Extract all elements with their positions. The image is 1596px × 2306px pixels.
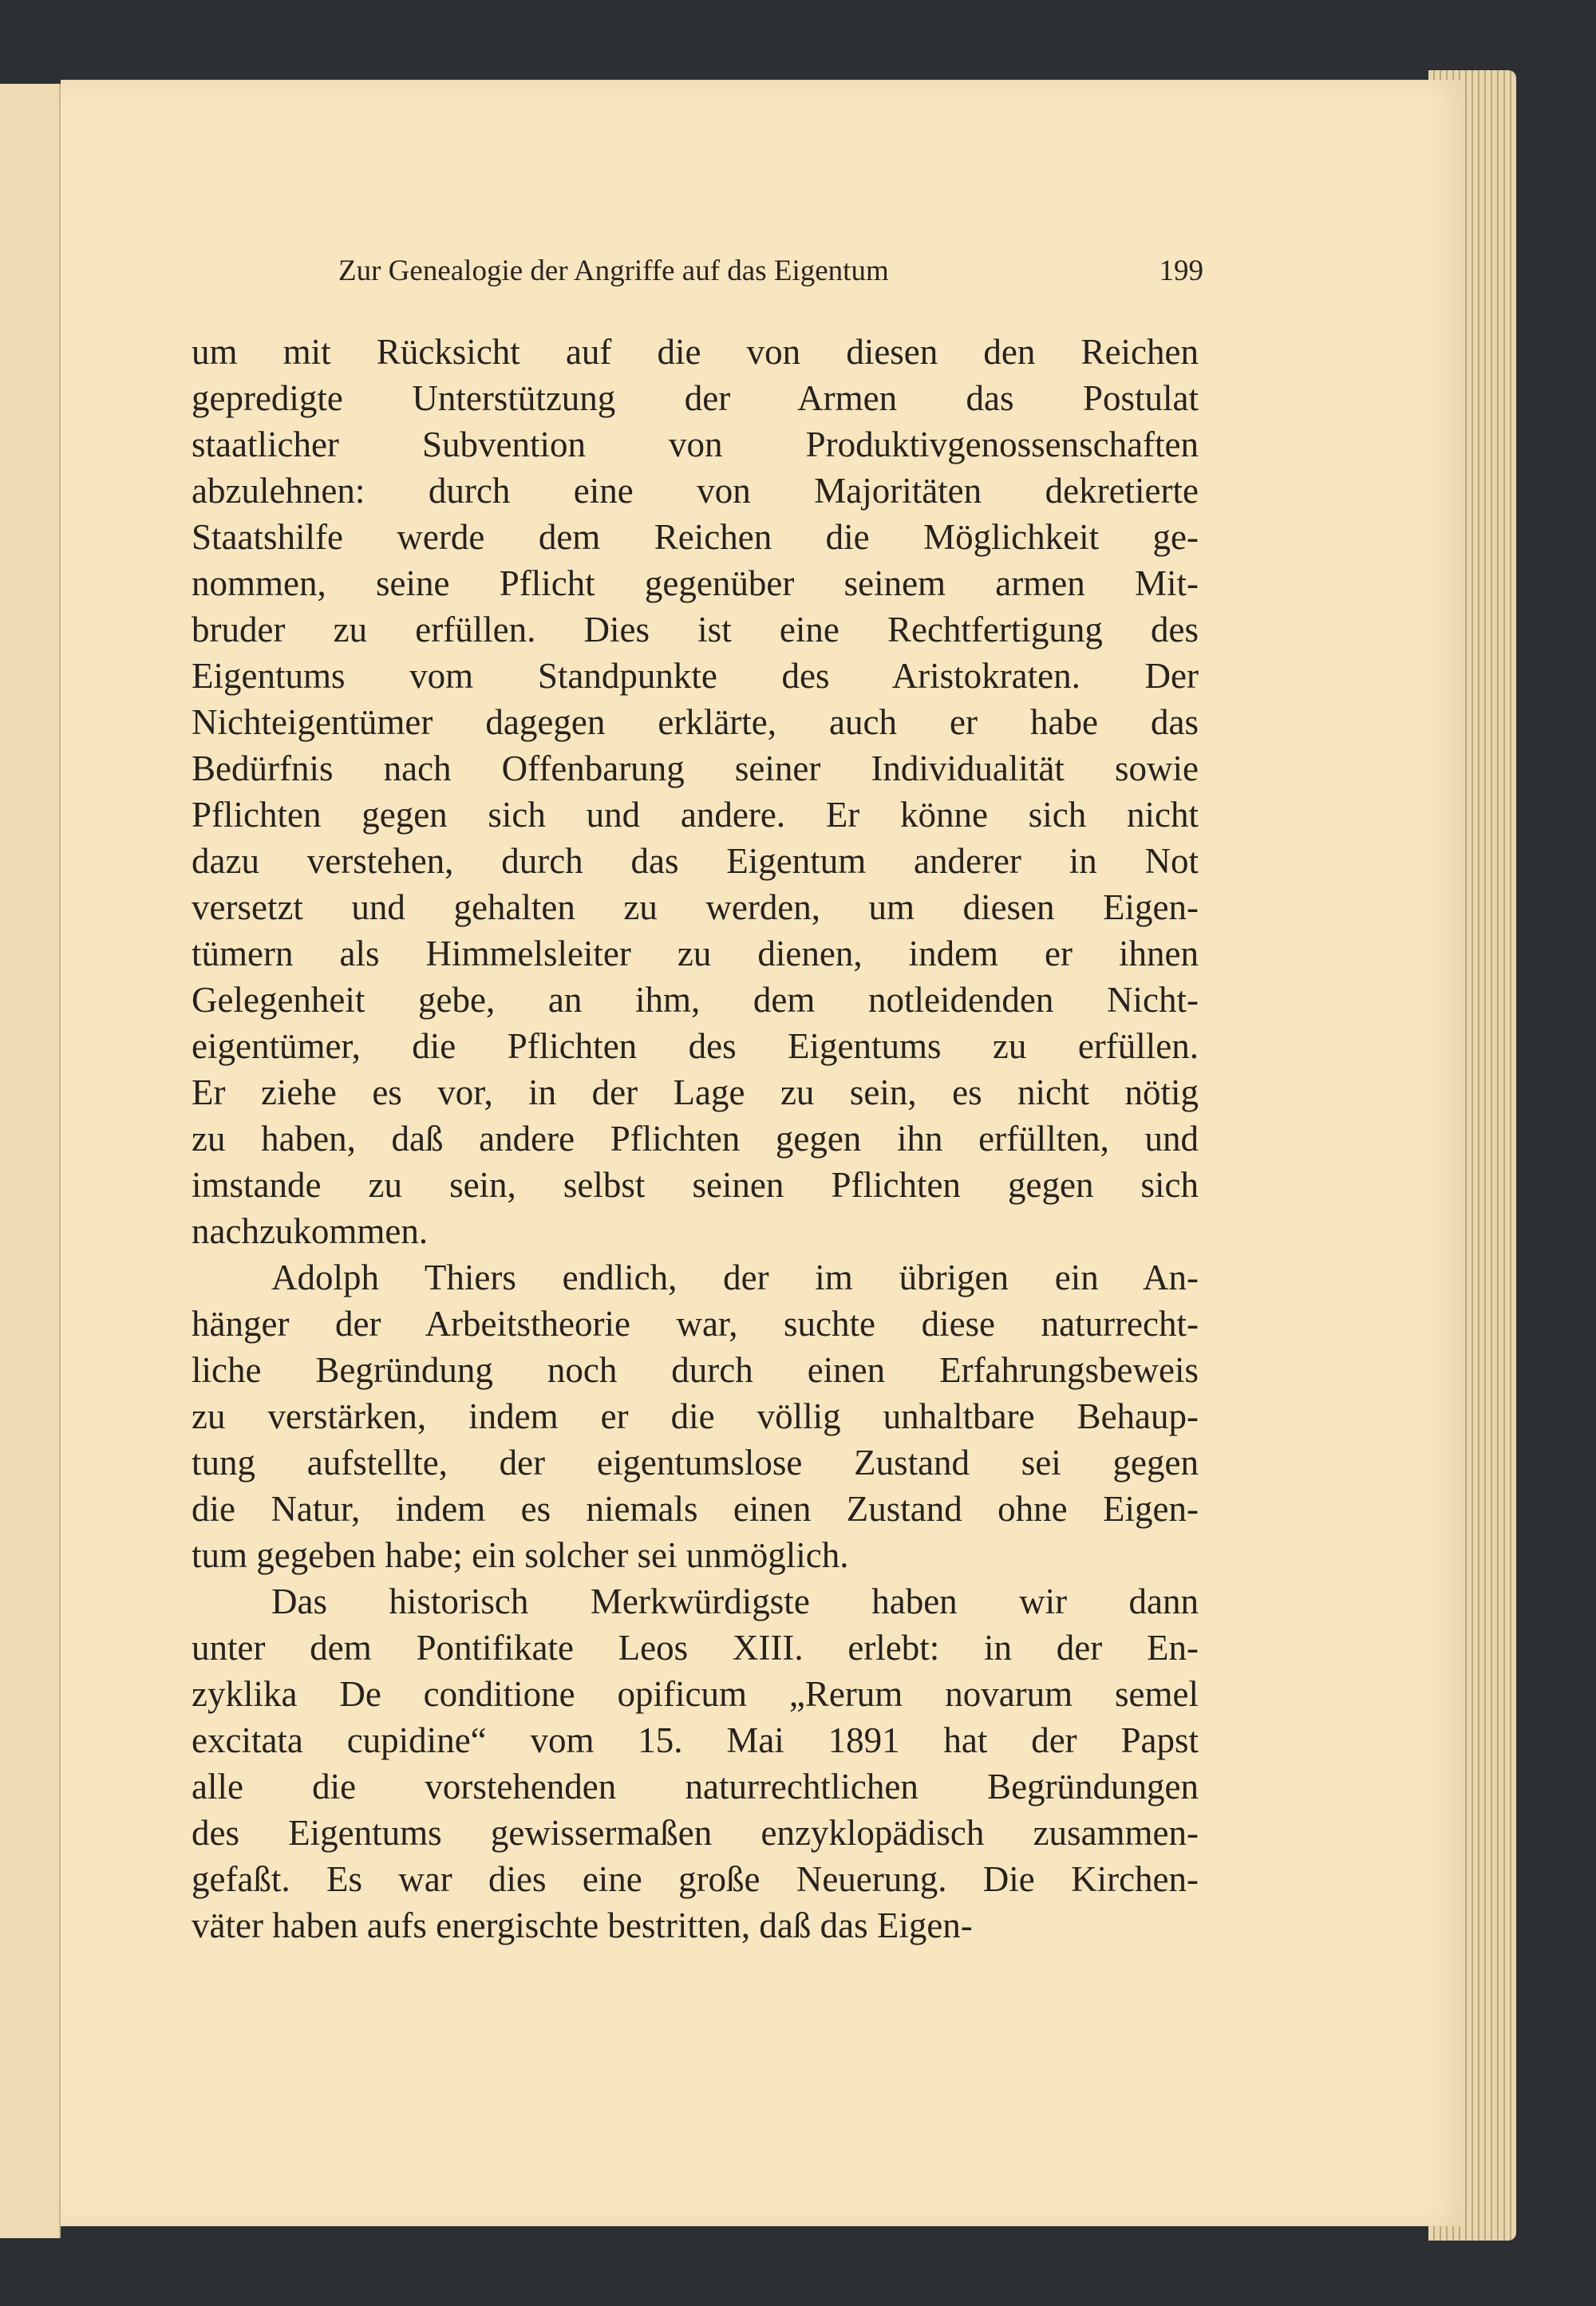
text-line: unter dem Pontifikate Leos XIII. erlebt: in der En- [192, 1628, 1199, 1668]
text-line: zu verstärken, indem er die völlig unhaltbare Behaup- [192, 1396, 1199, 1436]
text-line: Staatshilfe werde dem Reichen die Möglichkeit ge- [192, 517, 1199, 557]
body-text [192, 329, 1199, 1949]
text-line: bruder zu erfüllen. Dies ist eine Rechtfertigung des [192, 610, 1199, 650]
text-line: versetzt und gehalten zu werden, um diesen Eigen- [192, 887, 1199, 927]
page-number: 199 [1159, 255, 1203, 287]
facing-page-edge [0, 84, 61, 2238]
text-line: nommen, seine Pflicht gegenüber seinem armen Mit- [192, 563, 1199, 603]
text-line: alle die vorstehenden naturrechtlichen Begründungen [192, 1767, 1199, 1806]
text-line: Er ziehe es vor, in der Lage zu sein, es nicht nötig [192, 1072, 1199, 1112]
text-line: liche Begründung noch durch einen Erfahrungsbeweis [192, 1350, 1199, 1390]
text-line: tum gegeben habe; ein solcher sei unmöglich. [192, 1535, 849, 1575]
text-line: tung aufstellte, der eigentumslose Zustand sei gegen [192, 1443, 1199, 1483]
text-line: Nichteigentümer dagegen erklärte, auch er habe das [192, 702, 1199, 742]
running-title: Zur Genealogie der Angriffe auf das Eigentum [338, 255, 889, 287]
text-line: die Natur, indem es niemals einen Zustand ohne Eigen- [192, 1489, 1199, 1529]
text-line: hänger der Arbeitstheorie war, suchte diese naturrecht- [192, 1304, 1199, 1344]
text-line: Das historisch Merkwürdigste haben wir dann [271, 1581, 1199, 1621]
text-line: excitata cupidine“ vom 15. Mai 1891 hat der Papst [192, 1720, 1199, 1760]
text-line: gefaßt. Es war dies eine große Neuerung. Die Kirchen- [192, 1859, 1199, 1899]
running-header [338, 254, 1203, 294]
text-line: Eigentums vom Standpunkte des Aristokraten. Der [192, 656, 1199, 696]
text-line: tümern als Himmelsleiter zu dienen, indem er ihnen [192, 934, 1199, 973]
text-line: väter haben aufs energischte bestritten, daß das Eigen- [192, 1905, 973, 1945]
text-line: nachzukommen. [192, 1211, 429, 1251]
text-line: zyklika De conditione opificum „Rerum novarum semel [192, 1674, 1199, 1714]
text-line: des Eigentums gewissermaßen enzyklopädisch zusammen- [192, 1813, 1199, 1853]
text-line: zu haben, daß andere Pflichten gegen ihn erfüllten, und [192, 1119, 1199, 1159]
text-line: eigentümer, die Pflichten des Eigentums zu erfüllen. [192, 1026, 1199, 1066]
text-line: Bedürfnis nach Offenbarung seiner Individualität sowie [192, 748, 1199, 788]
text-line: staatlicher Subvention von Produktivgenossenschaften [192, 424, 1199, 464]
text-line: imstande zu sein, selbst seinen Pflichten gegen sich [192, 1165, 1199, 1205]
text-line: Adolph Thiers endlich, der im übrigen ein An- [271, 1258, 1199, 1297]
text-line: um mit Rücksicht auf die von diesen den Reichen [192, 332, 1199, 372]
text-line: Gelegenheit gebe, an ihm, dem notleidenden Nicht- [192, 980, 1199, 1020]
text-line: abzulehnen: durch eine von Majoritäten dekretierte [192, 471, 1199, 511]
text-line: Pflichten gegen sich und andere. Er könne sich nicht [192, 795, 1199, 835]
text-line: gepredigte Unterstützung der Armen das Postulat [192, 378, 1199, 418]
text-line: dazu verstehen, durch das Eigentum anderer in Not [192, 841, 1199, 881]
